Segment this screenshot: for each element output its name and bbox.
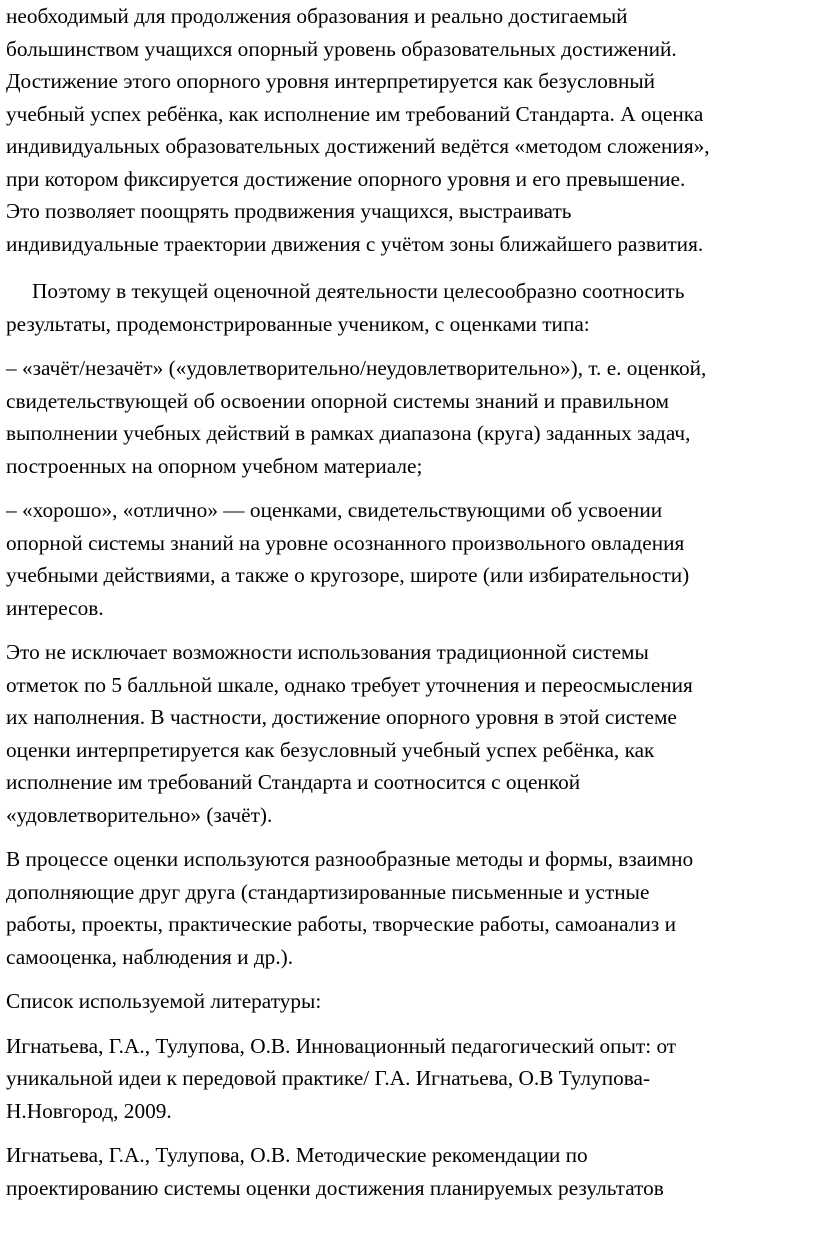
text-line: учебными действиями, а также о кругозоре, широте (или избирательности): [6, 563, 690, 587]
text-line: Поэтому в текущей оценочной деятельности целесообразно соотносить: [32, 279, 685, 303]
text-line: большинством учащихся опорный уровень образовательных достижений.: [6, 36, 677, 61]
text-line: «удовлетворительно» (зачёт).: [6, 802, 273, 827]
document-page: [6, 0, 812, 1204]
text-line: выполнении учебных действий в рамках диапазона (круга) заданных задач,: [6, 421, 691, 445]
text-line: интересов.: [6, 595, 104, 620]
reference-item: [6, 1139, 812, 1204]
paragraph-assessment-types: [6, 275, 812, 340]
text-line: необходимый для продолжения образования и реально достигаемый: [6, 4, 628, 28]
text-line: индивидуальные траектории движения с учётом зоны ближайшего развития.: [6, 231, 704, 256]
text-line: Игнатьева, Г.А., Тулупова, О.В. Методические рекомендации по: [6, 1143, 588, 1167]
text-line: работы, проекты, практические работы, творческие работы, самоанализ и: [6, 912, 676, 936]
text-line: исполнение им требований Стандарта и соотносится с оценкой: [6, 770, 581, 794]
paragraph-traditional-system: [6, 636, 812, 831]
text-line: при котором фиксируется достижение опорного уровня и его превышение.: [6, 166, 686, 191]
text-line: проектированию системы оценки достижения планируемых результатов: [6, 1175, 664, 1200]
reference-item: [6, 1030, 812, 1128]
text-line: оценки интерпретируется как безусловный учебный успех ребёнка, как: [6, 737, 655, 762]
text-line: Н.Новгород, 2009.: [6, 1098, 172, 1123]
text-line: Игнатьева, Г.А., Тулупова, О.В. Инновационный педагогический опыт: от: [6, 1033, 677, 1058]
text-line: построенных на опорном учебном материале;: [6, 453, 423, 478]
text-line: их наполнения. В частности, достижение опорного уровня в этой системе: [6, 705, 677, 729]
text-line: – «зачёт/незачёт» («удовлетворительно/неудовлетворительно»), т. е. оценкой,: [6, 356, 707, 380]
paragraph-opening: [6, 0, 812, 260]
text-line: свидетельствующей об освоении опорной системы знаний и правильном: [6, 388, 669, 413]
text-line: Это не исключает возможности использования традиционной системы: [6, 640, 649, 664]
text-line: результаты, продемонстрированные учеником, с оценками типа:: [6, 311, 590, 336]
text-line: В процессе оценки используются разнообразные методы и формы, взаимно: [6, 847, 694, 871]
text-line: уникальной идеи к передовой практике/ Г.А. Игнатьева, О.В Тулупова-: [6, 1066, 651, 1090]
paragraph-methods: [6, 843, 812, 973]
text-line: дополняющие друг друга (стандартизированные письменные и устные: [6, 879, 650, 904]
text-line: Достижение этого опорного уровня интерпретируется как безусловный: [6, 69, 656, 93]
text-line: учебный успех ребёнка, как исполнение им требований Стандарта. А оценка: [6, 101, 704, 126]
list-item-pass-fail: [6, 352, 812, 482]
text-line: отметок по 5 балльной шкале, однако требует уточнения и переосмысления: [6, 672, 693, 697]
text-line: самооценка, наблюдения и др.).: [6, 944, 294, 969]
text-line: индивидуальных образовательных достижений ведётся «методом сложения»,: [6, 134, 710, 158]
text-line: – «хорошо», «отлично» — оценками, свидетельствующими об усвоении: [6, 498, 663, 522]
text-line: Это позволяет поощрять продвижения учащихся, выстраивать: [6, 199, 572, 223]
references-heading: [6, 985, 812, 1018]
text-line: опорной системы знаний на уровне осознанного произвольного овладения: [6, 530, 685, 555]
list-item-good-excellent: [6, 494, 812, 624]
text-line: Список используемой литературы:: [6, 989, 322, 1013]
